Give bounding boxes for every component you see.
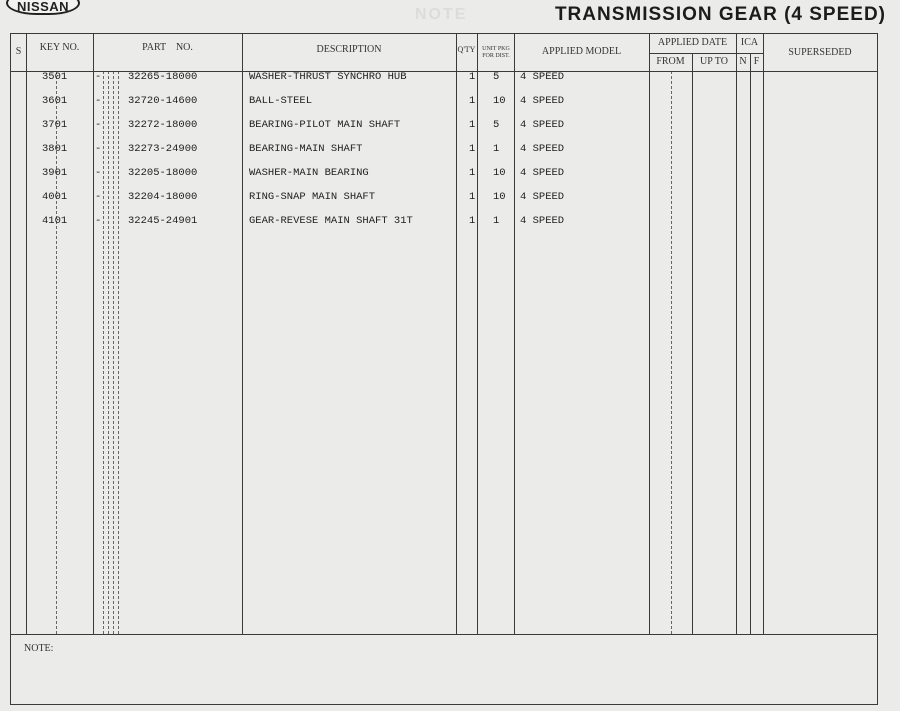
- part-no-cell: 32205-18000: [128, 167, 198, 179]
- row-dash-mark: -: [95, 167, 102, 179]
- table-row: [11, 71, 877, 95]
- nissan-logo: NISSAN: [6, 0, 80, 15]
- row-dash-mark: -: [95, 95, 102, 107]
- unit-pkg-cell: 10: [493, 95, 506, 107]
- unit-pkg-cell: 1: [493, 215, 500, 227]
- row-dash-mark: -: [95, 215, 102, 227]
- table-row: [11, 167, 877, 191]
- part-no-cell: 32720-14600: [128, 95, 198, 107]
- header-s: S: [15, 46, 22, 58]
- qty-cell: 1: [469, 95, 476, 107]
- header-unit-pkg: UNIT PKG FOR DIST.: [482, 46, 510, 59]
- unit-pkg-cell: 5: [493, 119, 500, 131]
- note-label: NOTE:: [24, 643, 54, 654]
- header-superseded: SUPERSEDED: [788, 47, 852, 59]
- qty-cell: 1: [469, 143, 476, 155]
- table-row: [11, 95, 877, 119]
- applied-model-cell: 4 SPEED: [520, 191, 565, 203]
- description-cell: BALL-STEEL: [249, 95, 313, 107]
- description-cell: WASHER-THRUST SYNCHRO HUB: [249, 71, 407, 83]
- page-title: TRANSMISSION GEAR (4 SPEED): [554, 4, 886, 25]
- qty-cell: 1: [469, 71, 476, 83]
- key-no-cell: 4101: [42, 215, 68, 227]
- header-part-no: PART NO.: [142, 42, 193, 54]
- key-no-cell: 3701: [42, 119, 68, 131]
- qty-cell: 1: [469, 191, 476, 203]
- qty-cell: 1: [469, 167, 476, 179]
- description-cell: GEAR-REVESE MAIN SHAFT 31T: [249, 215, 413, 227]
- part-no-cell: 32272-18000: [128, 119, 198, 131]
- row-dash-mark: -: [95, 191, 102, 203]
- description-cell: BEARING-PILOT MAIN SHAFT: [249, 119, 401, 131]
- ghost-note-text: NOTE: [415, 6, 468, 23]
- table-row: [11, 143, 877, 167]
- applied-model-cell: 4 SPEED: [520, 143, 565, 155]
- table-row: [11, 191, 877, 215]
- part-no-cell: 32273-24900: [128, 143, 198, 155]
- header-ica: ICA: [740, 37, 759, 49]
- key-no-cell: 3501: [42, 71, 68, 83]
- header-applied-model: APPLIED MODEL: [541, 46, 622, 58]
- header-qty: Q'TY: [457, 45, 476, 55]
- note-divider-line: [11, 634, 877, 635]
- parts-table-form: [10, 33, 878, 705]
- applied-model-cell: 4 SPEED: [520, 119, 565, 131]
- description-cell: BEARING-MAIN SHAFT: [249, 143, 363, 155]
- header-from: FROM: [656, 55, 685, 67]
- part-no-cell: 32245-24901: [128, 215, 198, 227]
- header-applied-date: APPLIED DATE: [657, 37, 728, 49]
- key-no-cell: 4001: [42, 191, 68, 203]
- key-no-cell: 3901: [42, 167, 68, 179]
- part-no-cell: 32204-18000: [128, 191, 198, 203]
- row-dash-mark: -: [95, 143, 102, 155]
- header-f: F: [753, 55, 760, 67]
- applied-model-cell: 4 SPEED: [520, 95, 565, 107]
- description-cell: WASHER-MAIN BEARING: [249, 167, 369, 179]
- row-dash-mark: -: [95, 119, 102, 131]
- qty-cell: 1: [469, 215, 476, 227]
- applied-model-cell: 4 SPEED: [520, 215, 565, 227]
- key-no-cell: 3801: [42, 143, 68, 155]
- unit-pkg-cell: 1: [493, 143, 500, 155]
- description-cell: RING-SNAP MAIN SHAFT: [249, 191, 376, 203]
- header-description: DESCRIPTION: [316, 44, 382, 56]
- part-no-cell: 32265-18000: [128, 71, 198, 83]
- table-row: [11, 215, 877, 239]
- applied-model-cell: 4 SPEED: [520, 167, 565, 179]
- key-no-cell: 3601: [42, 95, 68, 107]
- unit-pkg-cell: 5: [493, 71, 500, 83]
- qty-cell: 1: [469, 119, 476, 131]
- applied-model-cell: 4 SPEED: [520, 71, 565, 83]
- header-up-to: UP TO: [700, 55, 728, 67]
- table-row: [11, 119, 877, 143]
- row-dash-mark: -: [95, 71, 102, 83]
- unit-pkg-cell: 10: [493, 167, 506, 179]
- header-key-no: KEY NO.: [39, 42, 80, 54]
- unit-pkg-cell: 10: [493, 191, 506, 203]
- header-n: N: [739, 55, 747, 67]
